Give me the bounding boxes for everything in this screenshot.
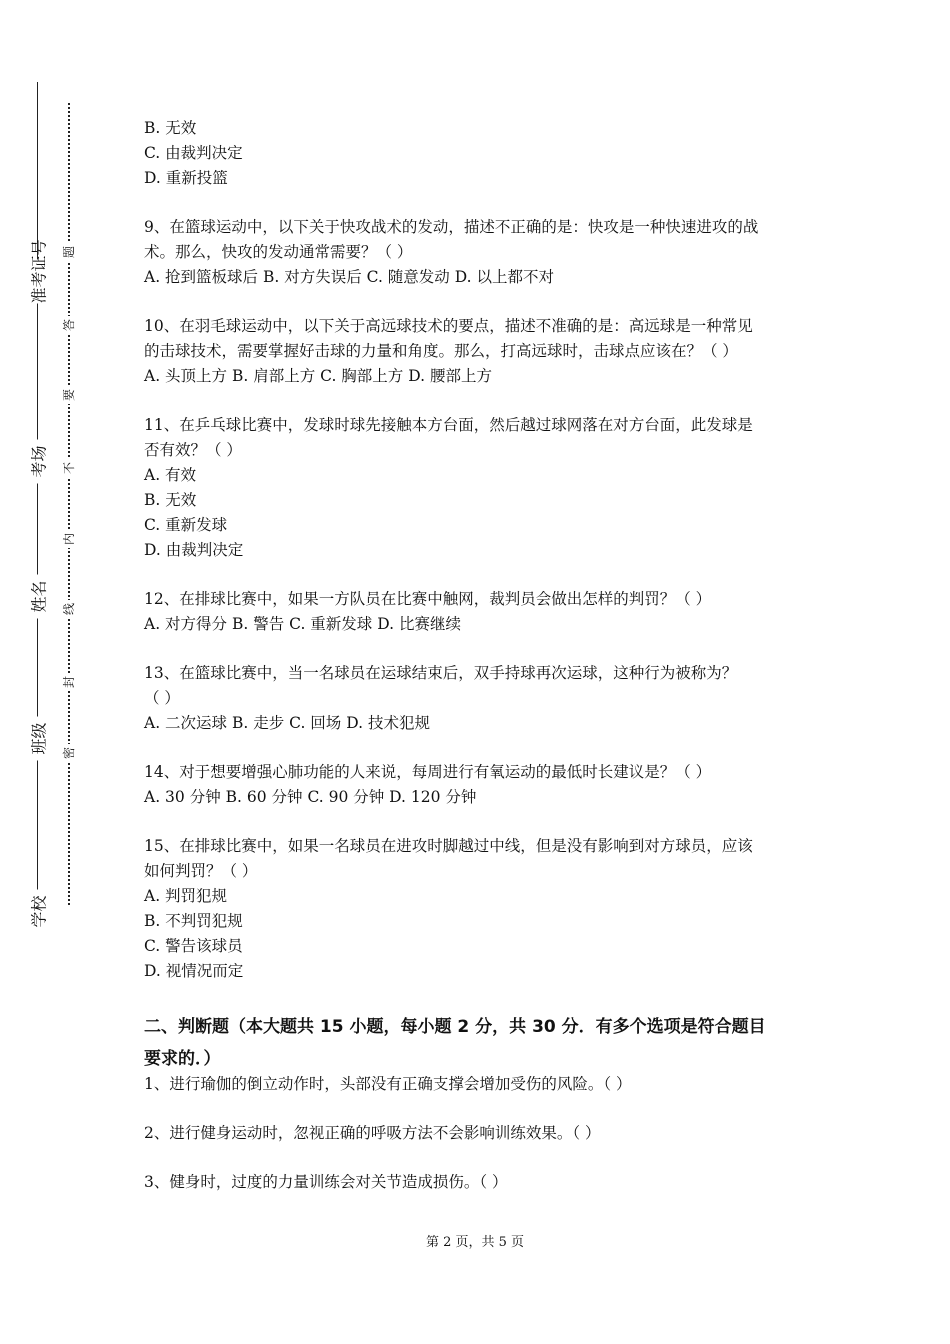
text-line: B. 不判罚犯规 <box>144 912 243 930</box>
text-line: A. 二次运球 B. 走步 C. 回场 D. 技术犯规 <box>144 714 430 732</box>
text-line: C. 警告该球员 <box>144 937 243 955</box>
text-line: 否有效？（ ） <box>144 441 242 459</box>
seal-char: 不 <box>60 459 78 477</box>
text-line: 15、在排球比赛中，如果一名球员在进攻时脚越过中线，但是没有影响到对方球员，应该 <box>144 837 753 855</box>
text-line: 11、在乒乓球比赛中，发球时球先接触本方台面，然后越过球网落在对方台面，此发球是 <box>144 416 753 434</box>
spacer <box>144 191 814 215</box>
text-line: A. 抢到篮板球后 B. 对方失误后 C. 随意发动 D. 以上都不对 <box>144 268 554 286</box>
text-line: C. 重新发球 <box>144 516 228 534</box>
text-line: 12、在排球比赛中，如果一方队员在比赛中触网，裁判员会做出怎样的判罚？（ ） <box>144 590 712 608</box>
spacer <box>144 736 814 760</box>
text-line: 2、进行健身运动时，忽视正确的呼吸方法不会影响训练效果。（ ） <box>144 1124 601 1142</box>
text-line: 14、对于想要增强心肺功能的人来说，每周进行有氧运动的最低时长建议是？（ ） <box>144 763 712 781</box>
text-line: B. 无效 <box>144 491 197 509</box>
text-line: 的击球技术，需要掌握好击球的力量和角度。那么，打高远球时，击球点应该在？（ ） <box>144 342 738 360</box>
seal-char: 答 <box>60 316 78 334</box>
page-footer: 第 2 页，共 5 页 <box>425 1235 525 1250</box>
spacer <box>144 637 814 661</box>
seal-char: 密 <box>60 744 78 762</box>
field-exam-number: 准考证号 <box>27 260 50 304</box>
text-line: D. 重新投篮 <box>144 169 228 187</box>
text-line: 1、进行瑜伽的倒立动作时，头部没有正确支撑会增加受伤的风险。（ ） <box>144 1075 632 1093</box>
binding-dotted-line <box>68 103 70 905</box>
seal-char: 内 <box>60 530 78 548</box>
text-line: 3、健身时，过度的力量训练会对关节造成损伤。（ ） <box>144 1173 508 1191</box>
seal-char: 封 <box>60 673 78 691</box>
seal-char: 线 <box>60 600 78 618</box>
text-line: 术。那么，快攻的发动通常需要？（ ） <box>144 243 413 261</box>
text-line: C. 由裁判决定 <box>144 144 243 162</box>
binding-solid-line <box>37 82 38 917</box>
section-title: 二、判断题（本大题共 15 小题，每小题 2 分，共 30 分．有多个选项是符合题目 <box>144 1017 766 1037</box>
section-title: 要求的．） <box>144 1049 221 1069</box>
text-line: A. 头顶上方 B. 肩部上方 C. 胸部上方 D. 腰部上方 <box>144 367 492 385</box>
text-line: 10、在羽毛球运动中，以下关于高远球技术的要点，描述不准确的是：高远球是一种常见 <box>144 317 753 335</box>
text-line: A. 有效 <box>144 466 197 484</box>
seal-char: 题 <box>60 243 78 261</box>
text-line: 如何判罚？（ ） <box>144 862 258 880</box>
text-line: A. 对方得分 B. 警告 C. 重新发球 D. 比赛继续 <box>144 615 461 633</box>
spacer <box>144 1097 814 1121</box>
text-line: A. 30 分钟 B. 60 分钟 C. 90 分钟 D. 120 分钟 <box>144 788 477 806</box>
text-line: （ ） <box>144 689 180 707</box>
text-line: D. 视情况而定 <box>144 962 244 980</box>
spacer <box>144 984 814 1008</box>
text-line: D. 由裁判决定 <box>144 541 244 559</box>
text-line: 13、在篮球比赛中，当一名球员在运球结束后，双手持球再次运球，这种行为被称为？ <box>144 664 738 682</box>
field-school: 学校 <box>27 890 50 934</box>
question-content <box>144 116 814 1195</box>
spacer <box>144 810 814 834</box>
spacer <box>144 290 814 314</box>
field-name: 姓名 <box>27 575 50 619</box>
spacer <box>144 389 814 413</box>
text-line: 9、在篮球运动中，以下关于快攻战术的发动，描述不正确的是：快攻是一种快速进攻的战 <box>144 218 759 236</box>
spacer <box>144 1146 814 1170</box>
text-line: B. 无效 <box>144 119 197 137</box>
field-class: 班级 <box>27 717 50 761</box>
field-exam-room: 考场 <box>27 440 50 484</box>
seal-char: 要 <box>60 386 78 404</box>
spacer <box>144 563 814 587</box>
text-line: A. 判罚犯规 <box>144 887 228 905</box>
